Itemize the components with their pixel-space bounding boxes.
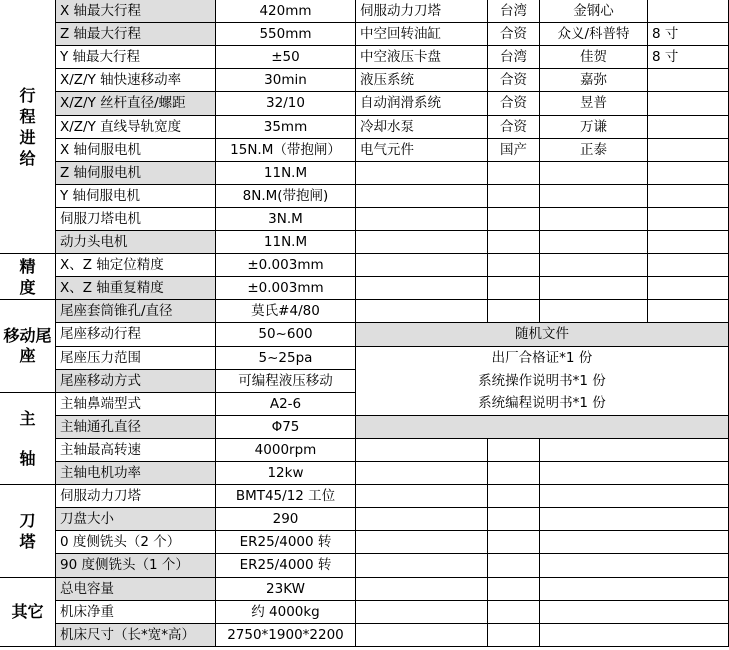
spec-value: 32/10 <box>216 92 356 116</box>
config-brand: 万谦 <box>540 116 648 139</box>
config-note <box>648 231 729 254</box>
spec-label: 主轴电机功率 <box>56 462 216 485</box>
spec-value: 约 4000kg <box>216 601 356 624</box>
spec-label: 0 度侧铣头（2 个） <box>56 531 216 554</box>
config-origin <box>488 254 540 277</box>
document-item: 系统操作说明书*1 份 <box>478 372 606 389</box>
config-note <box>648 162 729 185</box>
spec-label: 主轴鼻端型式 <box>56 393 216 416</box>
config-name: 自动润滑系统 <box>356 92 488 116</box>
spec-value: 4000rpm <box>216 439 356 462</box>
category-label: 精度 <box>19 256 36 297</box>
empty-cell <box>488 485 540 508</box>
category-cell <box>0 0 56 254</box>
empty-cell <box>488 578 540 601</box>
spec-label: X/Z/Y 丝杆直径/螺距 <box>56 92 216 116</box>
config-brand <box>540 254 648 277</box>
config-origin <box>488 300 540 323</box>
config-name <box>356 162 488 185</box>
spec-value: 420mm <box>216 0 356 23</box>
empty-cell <box>540 485 729 508</box>
empty-cell <box>356 439 488 462</box>
spec-value: ±0.003mm <box>216 254 356 277</box>
empty-cell <box>488 439 540 462</box>
spec-value: Φ75 <box>216 416 356 439</box>
config-name <box>356 231 488 254</box>
spec-value: 8N.M(带抱闸) <box>216 185 356 208</box>
spec-label: 动力头电机 <box>56 231 216 254</box>
empty-cell <box>540 462 729 485</box>
category-cell <box>0 485 56 578</box>
spec-value: 11N.M <box>216 162 356 185</box>
empty-cell <box>540 554 729 578</box>
empty-cell <box>488 508 540 531</box>
empty-cell <box>488 531 540 554</box>
config-note <box>648 92 729 116</box>
spec-label: 尾座移动行程 <box>56 323 216 347</box>
spec-value: 50~600 <box>216 323 356 347</box>
document-item: 出厂合格证*1 份 <box>491 350 593 366</box>
spec-label: 尾座套筒锥孔/直径 <box>56 300 216 323</box>
empty-cell <box>356 578 488 601</box>
empty-cell <box>488 462 540 485</box>
config-origin: 合资 <box>488 92 540 116</box>
config-name <box>356 208 488 231</box>
spec-label: 总电容量 <box>56 578 216 601</box>
empty-cell <box>356 601 488 624</box>
config-note <box>648 185 729 208</box>
config-brand <box>540 231 648 254</box>
spec-label: 90 度侧铣头（1 个） <box>56 554 216 578</box>
empty-cell <box>356 462 488 485</box>
spec-label: 主轴最高转速 <box>56 439 216 462</box>
spec-value: 35mm <box>216 116 356 139</box>
documents-header: 随机文件 <box>356 323 729 347</box>
config-brand: 正泰 <box>540 139 648 162</box>
empty-cell <box>356 508 488 531</box>
config-name <box>356 254 488 277</box>
category-cell <box>0 578 56 647</box>
config-note <box>648 254 729 277</box>
spec-label: X 轴伺服电机 <box>56 139 216 162</box>
spec-label: X、Z 轴定位精度 <box>56 254 216 277</box>
config-name <box>356 277 488 300</box>
config-origin: 合资 <box>488 69 540 92</box>
category-label: 行程进给 <box>19 85 36 168</box>
spec-value: 15N.M（带抱闸） <box>216 139 356 162</box>
section-divider <box>356 416 729 439</box>
spec-label: X、Z 轴重复精度 <box>56 277 216 300</box>
config-note <box>648 208 729 231</box>
spec-label: 尾座压力范围 <box>56 347 216 370</box>
config-origin: 台湾 <box>488 0 540 23</box>
spec-label: 刀盘大小 <box>56 508 216 531</box>
spec-label: 机床尺寸（长*宽*高） <box>56 624 216 647</box>
spec-value: 3N.M <box>216 208 356 231</box>
config-name: 冷却水泵 <box>356 116 488 139</box>
config-name: 中空液压卡盘 <box>356 46 488 69</box>
category-label: 主 轴 <box>19 408 36 468</box>
spec-value: 5~25pa <box>216 347 356 370</box>
spec-value: 11N.M <box>216 231 356 254</box>
spec-value: ±0.003mm <box>216 277 356 300</box>
config-name <box>356 185 488 208</box>
config-note <box>648 300 729 323</box>
config-brand <box>540 162 648 185</box>
documents-list <box>356 347 729 416</box>
config-note: 8 寸 <box>648 46 729 69</box>
config-origin: 合资 <box>488 23 540 46</box>
config-brand <box>540 300 648 323</box>
spec-value: ER25/4000 转 <box>216 554 356 578</box>
spec-label: Y 轴最大行程 <box>56 46 216 69</box>
config-origin: 合资 <box>488 116 540 139</box>
category-label: 移动尾座 <box>3 326 52 365</box>
category-cell <box>0 393 56 485</box>
spec-value: 12kw <box>216 462 356 485</box>
config-origin <box>488 162 540 185</box>
config-brand <box>540 208 648 231</box>
config-name: 中空回转油缸 <box>356 23 488 46</box>
config-brand: 众义/科普特 <box>540 23 648 46</box>
spec-label: X/Z/Y 直线导轨宽度 <box>56 116 216 139</box>
spec-label: 机床净重 <box>56 601 216 624</box>
spec-value: 550mm <box>216 23 356 46</box>
config-brand <box>540 277 648 300</box>
empty-cell <box>540 578 729 601</box>
config-brand: 金钢心 <box>540 0 648 23</box>
spec-label: 伺服刀塔电机 <box>56 208 216 231</box>
empty-cell <box>488 601 540 624</box>
config-brand <box>540 185 648 208</box>
spec-value: 23KW <box>216 578 356 601</box>
empty-cell <box>540 508 729 531</box>
empty-cell <box>356 485 488 508</box>
empty-cell <box>356 554 488 578</box>
empty-cell <box>356 531 488 554</box>
category-cell <box>0 300 56 393</box>
spec-value: 290 <box>216 508 356 531</box>
empty-cell <box>540 439 729 462</box>
empty-cell <box>488 554 540 578</box>
config-origin <box>488 208 540 231</box>
config-note: 8 寸 <box>648 23 729 46</box>
config-brand: 嘉弥 <box>540 69 648 92</box>
spec-value: ±50 <box>216 46 356 69</box>
spec-value: 2750*1900*2200 <box>216 624 356 647</box>
config-origin: 台湾 <box>488 46 540 69</box>
empty-cell <box>488 624 540 647</box>
spec-value: 可编程液压移动 <box>216 370 356 393</box>
config-note <box>648 277 729 300</box>
spec-value: 30min <box>216 69 356 92</box>
spec-label: 伺服动力刀塔 <box>56 485 216 508</box>
spec-value: BMT45/12 工位 <box>216 485 356 508</box>
config-name: 液压系统 <box>356 69 488 92</box>
config-note <box>648 69 729 92</box>
config-name <box>356 300 488 323</box>
config-note <box>648 139 729 162</box>
category-cell <box>0 254 56 300</box>
empty-cell <box>356 624 488 647</box>
config-note <box>648 0 729 23</box>
spec-label: Z 轴最大行程 <box>56 23 216 46</box>
config-origin <box>488 277 540 300</box>
spec-value: A2-6 <box>216 393 356 416</box>
empty-cell <box>540 531 729 554</box>
config-origin <box>488 231 540 254</box>
config-origin: 国产 <box>488 139 540 162</box>
config-note <box>648 116 729 139</box>
spec-label: X 轴最大行程 <box>56 0 216 23</box>
empty-cell <box>540 624 729 647</box>
empty-cell <box>540 601 729 624</box>
document-item: 系统编程说明书*1 份 <box>478 395 606 411</box>
category-label: 刀塔 <box>19 511 36 551</box>
spec-label: Y 轴伺服电机 <box>56 185 216 208</box>
config-name: 伺服动力刀塔 <box>356 0 488 23</box>
spec-value: 莫氏#4/80 <box>216 300 356 323</box>
config-name: 电气元件 <box>356 139 488 162</box>
spec-label: 尾座移动方式 <box>56 370 216 393</box>
config-brand: 昱普 <box>540 92 648 116</box>
spec-label: 主轴通孔直径 <box>56 416 216 439</box>
config-brand: 佳贺 <box>540 46 648 69</box>
category-label: 其它 <box>11 602 44 621</box>
spec-value: ER25/4000 转 <box>216 531 356 554</box>
spec-label: Z 轴伺服电机 <box>56 162 216 185</box>
config-origin <box>488 185 540 208</box>
spec-label: X/Z/Y 轴快速移动率 <box>56 69 216 92</box>
